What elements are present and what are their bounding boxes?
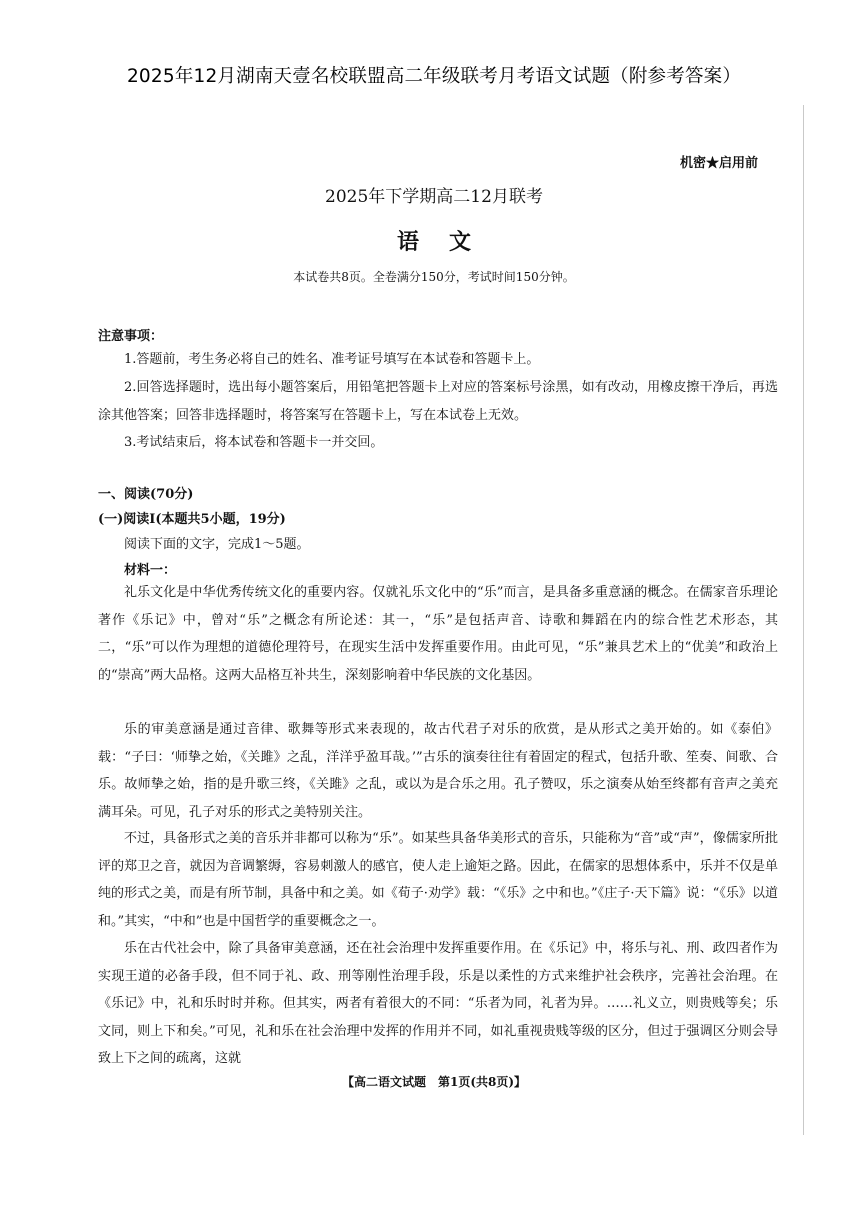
instruction: 阅读下面的文字，完成1～5题。 — [124, 537, 310, 552]
section-heading: 一、阅读(70分) — [98, 487, 194, 502]
page-edge-line — [803, 105, 804, 1135]
body-paragraph: 乐的审美意涵是通过音律、歌舞等形式来表现的，故古代君子对乐的欣赏，是从形式之美开始的。如《泰伯》载：“子曰：‘师挚之始，《关雎》之乱，洋洋乎盈耳哉。’”古乐的演奏往往有着固定的程式，包括升歌、笙奏、间歌、合乐。故师挚之始，指的是升歌三终，《关雎》之乱，或以为是合乐之用。孔子赞叹，乐之演奏从始至终都有音声之美充满耳朵。可见，孔子对乐的形式之美特别关注。 — [98, 722, 778, 820]
exam-page — [0, 105, 868, 1205]
exam-header: 2025年下学期高二12月联考 — [325, 187, 543, 207]
notice-title: 注意事项： — [98, 329, 164, 344]
body-paragraph: 不过，具备形式之美的音乐并非都可以称为“乐”。如某些具备华美形式的音乐，只能称为“音”或“声”，像儒家所批评的郑卫之音，就因为音调繁缛，容易刺激人的感官，使人走上逾矩之路。因此，在儒家的思想体系中，乐并不仅是单纯的形式之美，而是有所节制，具备中和之美。如《荀子·劝学》载：“《乐》之中和也。”《庄子·天下篇》说：“《乐》以道和。”其实，“中和”也是中国哲学的重要概念之一。 — [98, 831, 778, 929]
exam-info: 本试卷共8页。全卷满分150分，考试时间150分钟。 — [293, 270, 575, 284]
subsection-heading: (一)阅读Ⅰ(本题共5小题，19分) — [98, 512, 286, 527]
body-paragraph: 乐在古代社会中，除了具备审美意涵，还在社会治理中发挥重要作用。在《乐记》中，将乐与礼、刑、政四者作为实现王道的必备手段，但不同于礼、政、刑等刚性治理手段，乐是以柔性的方式来维护社会秩序，完善社会治理。在《乐记》中，礼和乐时时并称。但其实，两者有着很大的不同：“乐者为同，礼者为异。……礼义立，则贵贱等矣；乐文同，则上下和矣。”可见，礼和乐在社会治理中发挥的作用并不同，如礼重视贵贱等级的区分，但过于强调区分则会导致上下之间的疏离，这就 — [98, 941, 778, 1066]
notice-item: 3.考试结束后，将本试卷和答题卡一并交回。 — [124, 435, 384, 450]
body-paragraph: 礼乐文化是中华优秀传统文化的重要内容。仅就礼乐文化中的“乐”而言，是具备多重意涵的概念。在儒家音乐理论著作《乐记》中，曾对“乐”之概念有所论述：其一，“乐”是包括声音、诗歌和舞蹈在内的综合性艺术形态，其二，“乐”可以作为理想的道德伦理符号，在现实生活中发挥重要作用。由此可见，“乐”兼具艺术上的“优美”和政治上的“崇高”两大品格。这两大品格互补共生，深刻影响着中华民族的文化基因。 — [98, 585, 778, 683]
notice-item: 2.回答选择题时，选出每小题答案后，用铅笔把答题卡上对应的答案标号涂黑，如有改动，用橡皮擦干净后，再选涂其他答案；回答非选择题时，将答案写在答题卡上，写在本试卷上无效。 — [98, 380, 778, 423]
material-label: 材料一： — [124, 563, 177, 578]
notice-item: 1.答题前，考生务必将自己的姓名、准考证号填写在本试卷和答题卡上。 — [124, 352, 540, 367]
document-title: 2025年12月湖南天壹名校联盟高二年级联考月考语文试题（附参考答案） — [126, 66, 742, 87]
subject-title: 语文 — [396, 229, 501, 255]
confidential-label: 机密★启用前 — [679, 156, 758, 171]
page-footer: 【高二语文试题 第1页(共8页)】 — [341, 1075, 527, 1089]
